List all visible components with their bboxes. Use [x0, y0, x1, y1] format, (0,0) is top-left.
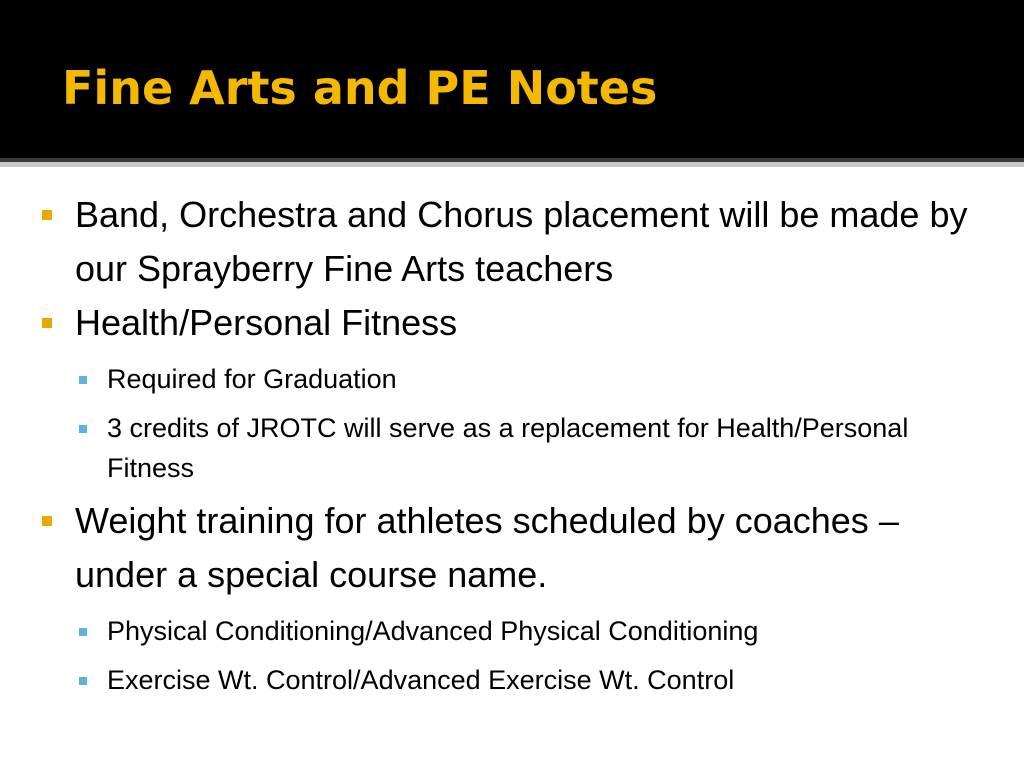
sub-bullet-text: Physical Conditioning/Advanced Physical Conditioning [107, 616, 759, 646]
sub-bullet-text: Required for Graduation [107, 364, 397, 394]
bullet-health-personal-fitness [0, 296, 1024, 350]
sub-bullet-jrotc-replacement [0, 408, 1024, 488]
slide-content [0, 188, 1024, 700]
sub-bullet-text: 3 credits of JROTC will serve as a replacement for Health/Personal Fitness [107, 413, 909, 483]
sub-bullet-text: Exercise Wt. Control/Advanced Exercise Wt. Control [107, 665, 735, 695]
bullet-band-orchestra-chorus [0, 188, 1024, 296]
slide-title: Fine Arts and PE Notes [62, 61, 658, 115]
bullet-weight-training [0, 494, 1024, 602]
square-bullet-icon [42, 210, 52, 220]
square-sub-bullet-icon [79, 628, 87, 636]
bullet-text: Weight training for athletes scheduled by coaches – under a special course name. [75, 500, 899, 595]
title-bar [0, 0, 1024, 158]
bullet-text: Band, Orchestra and Chorus placement will be made by our Sprayberry Fine Arts teachers [75, 194, 968, 289]
sub-bullet-physical-conditioning [0, 611, 1024, 651]
square-sub-bullet-icon [79, 677, 87, 685]
square-bullet-icon [42, 318, 52, 328]
sub-bullet-required-graduation [0, 359, 1024, 399]
square-sub-bullet-icon [79, 376, 87, 384]
sub-bullet-exercise-weight-control [0, 660, 1024, 700]
title-divider-light [0, 162, 1024, 167]
square-bullet-icon [42, 516, 52, 526]
bullet-text: Health/Personal Fitness [75, 302, 458, 343]
square-sub-bullet-icon [79, 425, 87, 433]
